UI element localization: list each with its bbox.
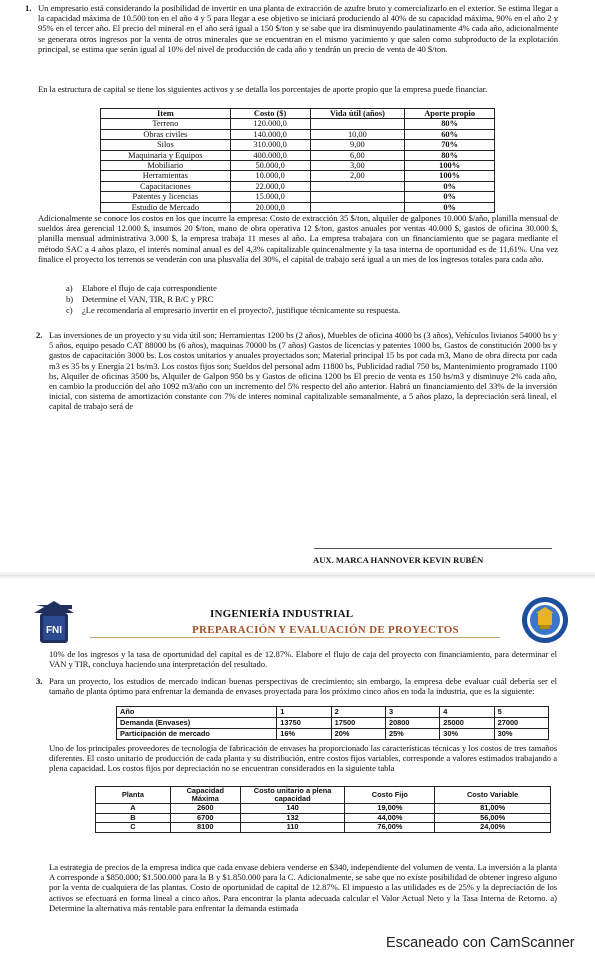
list-item: a) Elabore el flujo de caja correspondiente: [66, 283, 217, 293]
problem-1-number: 1.: [25, 3, 32, 13]
signature-line: [314, 548, 552, 549]
table-row: Obras civiles 140.000,0 10,00 60%: [101, 129, 495, 139]
list-item: b) Determine el VAN, TIR, R B/C y PRC: [66, 294, 214, 304]
table-row: A 2600 140 19,00% 81,00%: [96, 804, 551, 814]
plant-table: [95, 786, 551, 833]
table-row: Demanda (Envases) 13750 17500 20800 25000 27000: [117, 718, 549, 729]
svg-text:FNI: FNI: [45, 625, 63, 636]
page-break-line: [0, 575, 595, 576]
table-row: Capacitaciones 22.000,0 0%: [101, 181, 495, 191]
problem-2-text: 2. Las inversiones de un proyecto y su vida útil son; Herramientas 1200 bs (2 años), Muebles de oficina 4000 bs (3 años), Vehículos livianos 54000 bs y 5 años, equipo pesado CAT 88000 bs (6 años), maquinas 70000 bs (7 años) Gastos de licencias y patentes 1000 bs, Gastos de constitución 2000 bs y gastos de capacitación 3000 bs. Los costos unitarios y anuales proyectados son; Material principal 15 bs por cada m3, Mano de obra directa por cada m3 es 35 bs y Energía 21 bs/m3. Los costos fijos son; Sueldos del personal adm 11800 bs, Publicidad radial 750 bs, Mantenimiento programado 1100 bs, Alquiler de oficinas 3500 bs, Alquiler de Galpon 950 bs y Gastos de oficina 1200 bs El precio de venta es 150 bs/m3 y disminuye 2% cada año, en cambio la producción del año 1092 m3/año con un incremento del 5% respecto del año anterior. Habrá un financiamiento del 33% de la inversión inicial, con sistema de amortización constante con 7% de interes nominal capitalizable semanalmente, a 5 años plazo, la depreciación será lineal, el capital de trabajo será de: [36, 330, 557, 412]
table-row: Maquinaria y Equipos 400.000,0 6,00 80%: [101, 150, 495, 160]
assets-header-contribution: Aporte propio: [405, 109, 495, 119]
assets-header-item: Item: [101, 109, 231, 119]
plant-table-header: [96, 787, 551, 804]
table-row: Año 1 2 3 4 5: [117, 707, 549, 718]
table-row: C 8100 110 76,00% 24,00%: [96, 823, 551, 833]
header-rule: [90, 637, 500, 638]
assets-table-header: [101, 109, 495, 119]
table-row: Terreno 120.000,0 80%: [101, 119, 495, 129]
plant-header-plant: Planta: [96, 787, 171, 804]
university-seal: [520, 595, 570, 645]
table-row: Mobiliario 50.000,0 3,00 100%: [101, 161, 495, 171]
university-seal-icon: [520, 595, 570, 645]
plant-header-variable-cost: Costo Variable: [435, 787, 551, 804]
problem-3-text-2: Uno de los principales proveedores de tecnología de fabricación de envases ha proporcionado las características técnicas y los costos de tres tamaños diferentes. El costo unitario de producción de cada planta y su distribución, entre costos fijos variables, corresponde a valores estimados trabajando a plena capacidad. Los costos fijos por depreciación no se encuentran considerados en la siguiente tabla: [49, 743, 557, 774]
problem-3-text: 3. Para un proyecto, los estudios de mercado indican buenas perspectivas de crecimiento; sin embargo, la empresa debe evaluar cuál debería ser el tamaño de planta óptimo para enfrentar la demanda de envases proyectada para los próximo cinco años en toda la industria, que es la siguiente:: [36, 676, 557, 697]
faculty-logo-icon: [30, 597, 78, 645]
problem-2-number: 2.: [36, 330, 43, 340]
plant-header-capacity: Capacidad Máxima: [170, 787, 240, 804]
table-row: Estudio de Mercado 20.000,0 0%: [101, 202, 495, 212]
plant-header-unit-cost: Costo unitario a plena capacidad: [240, 787, 345, 804]
table-row: Silos 310.000,0 9,00 70%: [101, 140, 495, 150]
table-row: Participación de mercado 16% 20% 25% 30% 30%: [117, 729, 549, 740]
header-subtitle: PREPARACIÓN Y EVALUACIÓN DE PROYECTOS: [192, 624, 459, 636]
problem-1-text-3: Adicionalmente se conoce los costos en los que incurre la empresa: Costo de extracción 35 $/ton, alquiler de galpones 10.000 $/año, planilla mensual de sueldos área gerencial 12.000 $, insumos 20 $/ton, mano de obra operativa 12 $/ton, gastos anuales por ventas 40.000 $, gastos de oficina 30.000 $, planilla mensual administrativa 3.000 $, la empresa trabaja 11 meses al año. La empresa trabajara con un financiamiento que se pagara mediante el método SAC a 4 años plazo, el interés nominal anual es del 4,3% capitalizable quincenalmente y la tasa interna de oportunidad es de 11,61%. Una vez finalice el proyecto los terrenos se venderán con una plusvalía del 30%, el capital de trabajo será igual a un mes de los ingresos totales para cada año.: [38, 213, 558, 264]
table-row: Herramientas 10.000,0 2,00 100%: [101, 171, 495, 181]
signature: AUX. MARCA HANNOVER KEVIN RUBÉN: [313, 555, 484, 565]
table-row: B 6700 132 44,00% 56,00%: [96, 813, 551, 823]
faculty-logo: [30, 597, 78, 645]
demand-table: [116, 706, 549, 740]
continuation-text: 10% de los ingresos y la tasa de oportunidad del capital es de 12.87%. Elabore el flujo de caja del proyecto con financiamiento, para determinar el VAN y TIR, concluya haciendo una interpretación del resultado.: [49, 649, 557, 670]
plant-header-fixed-cost: Costo Fijo: [345, 787, 435, 804]
list-item: c) ¿Le recomendaría al empresario invertir en el proyecto?, justifique técnicamente su respuesta.: [66, 305, 401, 315]
problem-1-text-2: En la estructura de capital se tiene los siguientes activos y se detalla los porcentajes de aporte propio que la empresa puede financiar.: [38, 84, 488, 94]
scanner-brand: Escaneado con CamScanner: [386, 935, 575, 951]
assets-header-cost: Costo ($): [230, 109, 310, 119]
problem-3-number: 3.: [36, 676, 43, 686]
problem-3-text-3: La estrategia de precios de la empresa indica que cada envase debiera venderse en $340, independiente del volumen de venta. La inversión a la planta A corresponde a $850.000; $1.500.000 para la B y $1.850.000 para la C. Adicionalmente, se sabe que no existe posibilidad de obtener ingreso alguno por la venta de cualquiera de las plantas. Costo de oportunidad de capital de 12.87%. El impuesto a las utilidades es de 25% y la depreciación de los activos se efectuará en forma lineal a cinco años. Para encontrar la planta adecuada calcular el Valor Actual Neto y la Tasa Interna de Retorno. a) Determine la alternativa más rentable para enfrentar la demanda estimada: [49, 862, 557, 913]
table-row: Patentes y licencias 15.000,0 0%: [101, 192, 495, 202]
assets-header-life: Vida útil (años): [310, 109, 405, 119]
header-title: INGENIERÍA INDUSTRIAL: [210, 608, 354, 620]
problem-1-text: 1. Un empresario está considerando la posibilidad de invertir en una planta de extracción de azufre bruto y comercializarlo en el exterior. Se estima llegar a la capacidad máxima de 10.500 ton en el año 4 y 5 para llegar a ese objetivo se iniciará produciendo al 40% de su capacidad máxima, 90% en el año 2 y 95% en el tercer año. El precio del mineral en el año será igual a 150 $/ton y se sabe que ira disminuyendo paulatinamente 4% cada año, adicionalmente se generara otros ingresos por la venta de otros minerales que se encuentran en el mismo yacimiento y que salen como subproducto de la explotación principal, se estima que serán igual al 10% del nivel de producción de cada año y tendrán un precio de venta de 40 $/ton.: [25, 3, 558, 54]
assets-table: [100, 108, 495, 213]
